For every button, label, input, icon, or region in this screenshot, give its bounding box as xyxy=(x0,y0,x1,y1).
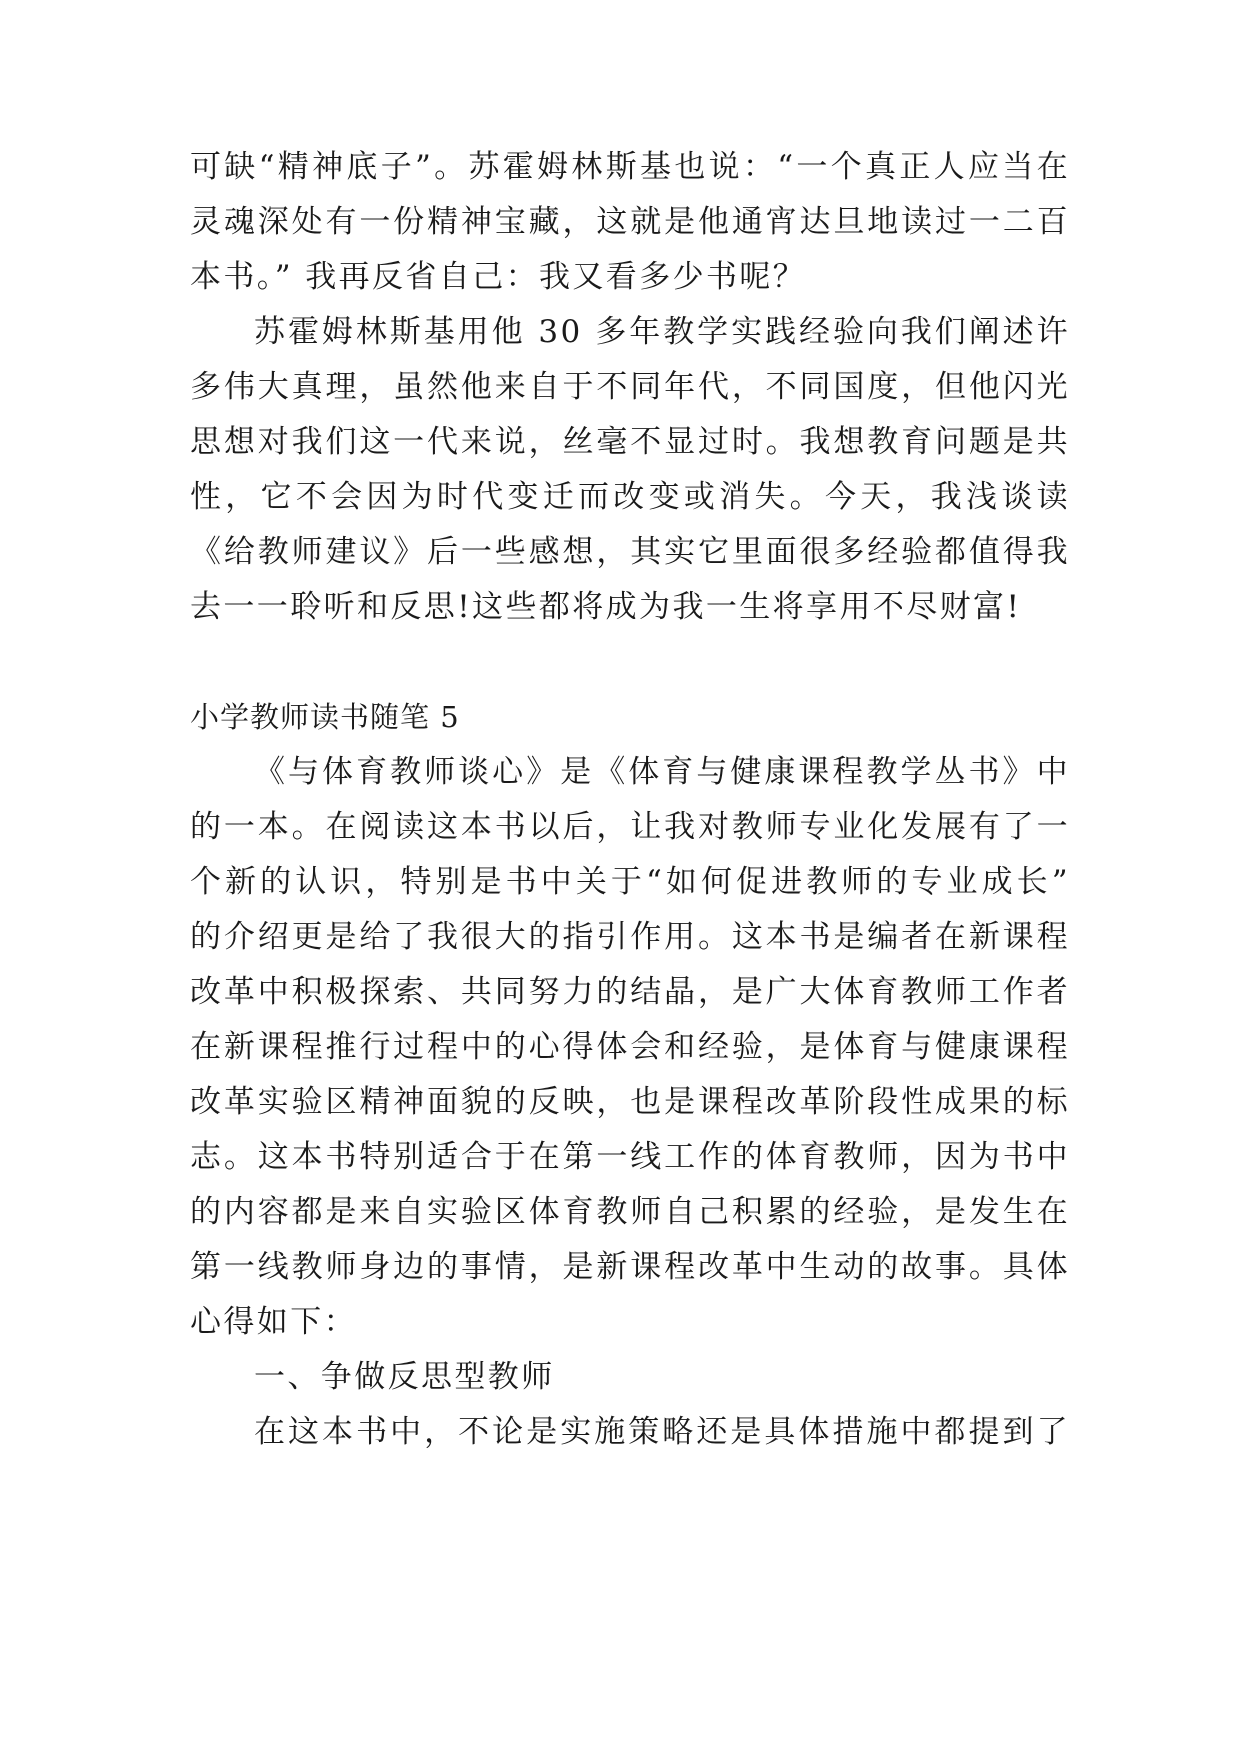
text-line: 的内容都是来自实验区体育教师自己积累的经验，是发生在 xyxy=(190,1194,1070,1230)
subheading: 一、争做反思型教师 xyxy=(254,1359,555,1395)
text-line: 心得如下： xyxy=(190,1304,357,1340)
text-line: 可缺“精神底子”。苏霍姆林斯基也说：“一个真正人应当在 xyxy=(190,149,1070,185)
text-line: 志。这本书特别适合于在第一线工作的体育教师，因为书中 xyxy=(190,1139,1070,1175)
text-line: 去一一聆听和反思!这些都将成为我一生将享用不尽财富! xyxy=(190,589,1022,625)
section-title: 小学教师读书随笔 5 xyxy=(190,700,460,734)
text-line: 改革中积极探索、共同努力的结晶，是广大体育教师工作者 xyxy=(190,974,1070,1010)
text-line: 思想对我们这一代来说，丝毫不显过时。我想教育问题是共 xyxy=(190,424,1070,460)
text-line: 改革实验区精神面貌的反映，也是课程改革阶段性成果的标 xyxy=(190,1084,1070,1120)
text-line: 性，它不会因为时代变迁而改变或消失。今天，我浅谈读 xyxy=(190,479,1070,515)
text-line: 灵魂深处有一份精神宝藏，这就是他通宵达旦地读过一二百 xyxy=(190,204,1070,240)
text-line: 本书。” 我再反省自己：我又看多少书呢？ xyxy=(190,259,807,295)
text-line: 的一本。在阅读这本书以后，让我对教师专业化发展有了一 xyxy=(190,809,1070,845)
text-line: 在这本书中，不论是实施策略还是具体措施中都提到了 xyxy=(254,1414,1070,1450)
text-line: 在新课程推行过程中的心得体会和经验，是体育与健康课程 xyxy=(190,1029,1070,1065)
text-line: 《与体育教师谈心》是《体育与健康课程教学丛书》中 xyxy=(254,754,1070,790)
text-line: 第一线教师身边的事情，是新课程改革中生动的故事。具体 xyxy=(190,1249,1070,1285)
text-line: 个新的认识，特别是书中关于“如何促进教师的专业成长” xyxy=(190,864,1070,900)
text-line: 《给教师建议》后一些感想，其实它里面很多经验都值得我 xyxy=(190,534,1070,570)
text-line: 的介绍更是给了我很大的指引作用。这本书是编者在新课程 xyxy=(190,919,1070,955)
text-line: 多伟大真理，虽然他来自于不同年代，不同国度，但他闪光 xyxy=(190,369,1070,405)
text-line: 苏霍姆林斯基用他 30 多年教学实践经验向我们阐述许 xyxy=(254,314,1070,350)
